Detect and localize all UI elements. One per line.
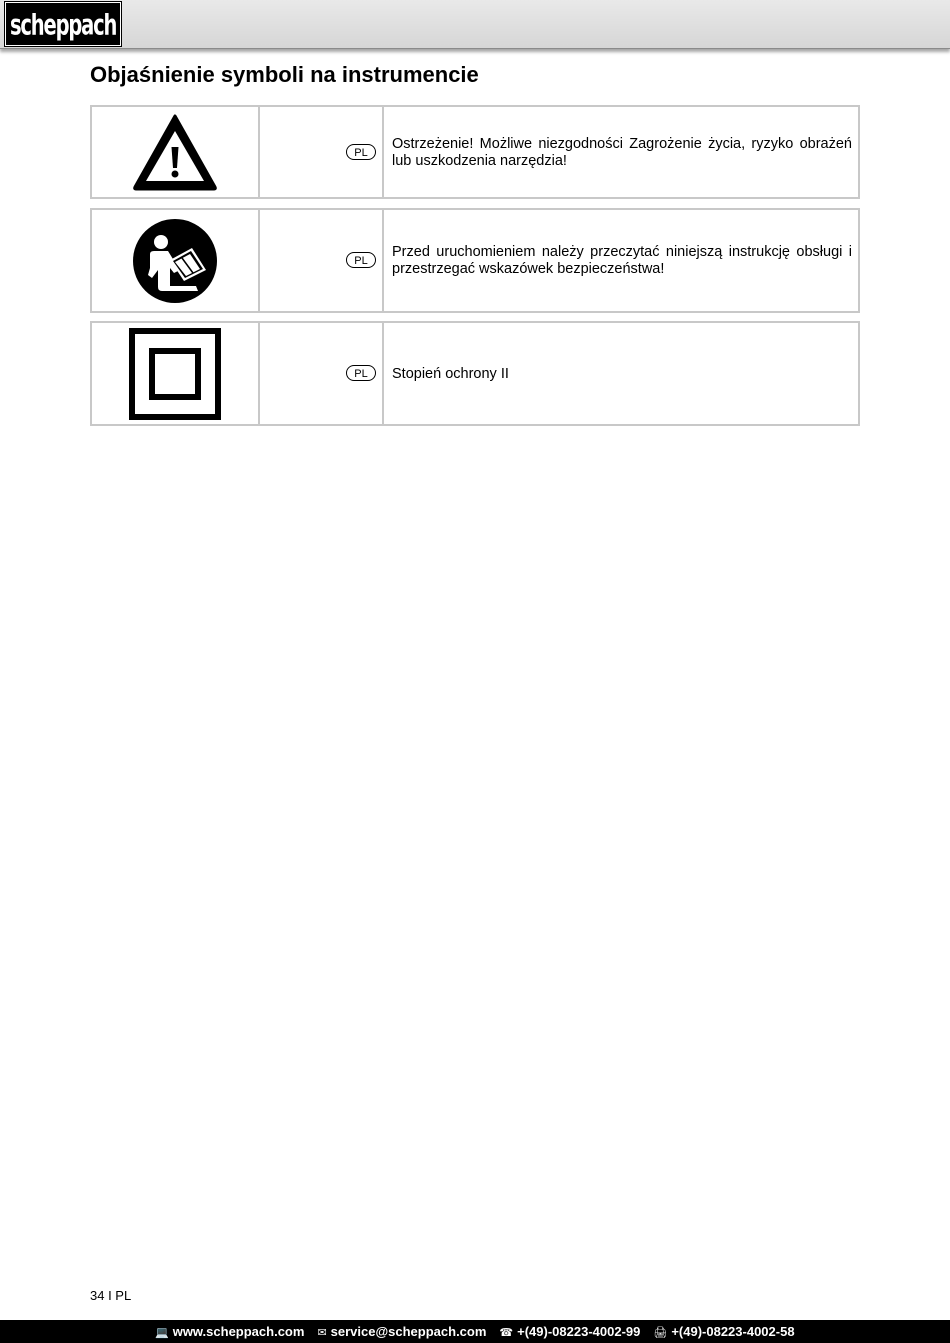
read-manual-icon — [132, 218, 218, 304]
symbol-icon-cell — [92, 323, 260, 424]
protection-class-ii-icon — [129, 328, 221, 420]
footer-phone: ☎ +(49)-08223-4002-99 — [499, 1324, 641, 1339]
brand-logo: scheppach — [5, 2, 121, 46]
symbol-icon-cell — [92, 210, 260, 311]
symbol-description: Stopień ochrony II — [392, 366, 509, 382]
language-cell — [260, 210, 384, 311]
symbol-row-manual — [90, 208, 860, 313]
page-number: 34 I PL — [90, 1288, 132, 1303]
envelope-icon: ✉ — [317, 1327, 327, 1339]
footer-fax: 🖨 +(49)-08223-4002-58 — [653, 1324, 795, 1339]
symbol-row-protection — [90, 321, 860, 426]
computer-icon: 💻 — [155, 1327, 169, 1339]
fax-icon: 🖨 — [653, 1327, 668, 1339]
footer-bar — [0, 1320, 950, 1343]
symbol-description: Ostrzeżenie! Możliwe niezgodności Zagrożenie życia, ryzyko obrażeń lub uszkodzenia narzędzia! — [392, 136, 852, 169]
page-title: Objaśnienie symboli na instrumencie — [90, 62, 479, 87]
footer-website[interactable]: 💻 www.scheppach.com — [155, 1324, 305, 1339]
language-cell — [260, 323, 384, 424]
symbol-icon-cell — [92, 107, 260, 197]
warning-triangle-icon — [132, 113, 218, 191]
language-badge: PL — [346, 252, 376, 268]
phone-icon: ☎ — [499, 1327, 514, 1339]
symbol-description: Przed uruchomieniem należy przeczytać niniejszą instrukcję obsługi i przestrzegać wskazówek bezpieczeństwa! — [392, 244, 852, 277]
language-badge: PL — [346, 144, 376, 160]
footer-email[interactable]: ✉ service@scheppach.com — [317, 1324, 487, 1339]
language-badge: PL — [346, 365, 376, 381]
header-bar — [0, 0, 950, 49]
language-cell — [260, 107, 384, 197]
symbol-row-warning — [90, 105, 860, 199]
